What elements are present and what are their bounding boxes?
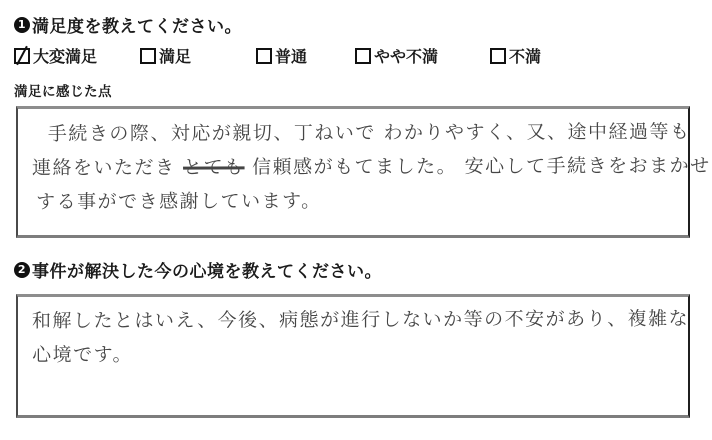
checkmark-icon	[16, 45, 28, 64]
option-label: 満足	[159, 49, 192, 66]
struck-out-word: とても	[183, 156, 245, 179]
handwritten-line: する事ができ感謝しています。	[36, 190, 322, 214]
question1-number-icon: 1	[14, 17, 30, 33]
option-satisfied[interactable]	[140, 44, 191, 67]
question2-title: 事件が解決した今の心境を教えてください。	[32, 262, 382, 281]
checkbox-dissatisfied[interactable]	[490, 48, 506, 64]
option-somewhat-dissatisfied[interactable]	[355, 44, 438, 67]
option-label: やや不満	[374, 49, 439, 66]
question1-title: 満足度を教えてください。	[32, 17, 242, 36]
option-label: 大変満足	[33, 49, 98, 66]
handwritten-line	[24, 149, 711, 185]
question1-heading	[14, 12, 242, 37]
satisfaction-options-row	[0, 44, 712, 66]
checkbox-somewhat-dissatisfied[interactable]	[355, 48, 371, 64]
handwritten-line: 心境です。	[32, 343, 134, 367]
handwritten-text: 連絡をいただき	[31, 156, 184, 180]
answer1-box[interactable]	[16, 106, 711, 238]
checkbox-very-satisfied[interactable]	[14, 48, 30, 64]
question2-heading	[14, 257, 382, 282]
option-very-satisfied[interactable]	[14, 44, 97, 67]
option-label: 不満	[509, 49, 542, 66]
option-label: 普通	[275, 49, 308, 66]
question2-number-icon: 2	[14, 262, 30, 278]
option-dissatisfied[interactable]	[490, 44, 541, 67]
answer1-label: 満足に感じた点	[14, 84, 112, 99]
handwritten-line: 和解したとはいえ、今後、病態が進行しないか等の不安があり、複雑な	[31, 307, 690, 333]
option-neutral[interactable]	[256, 44, 307, 67]
checkbox-neutral[interactable]	[256, 48, 272, 64]
checkbox-satisfied[interactable]	[140, 48, 156, 64]
handwritten-line: 手続きの際、対応が親切、丁ねいで わかりやすく、又、途中経過等も	[47, 120, 691, 146]
answer2-box[interactable]	[16, 294, 690, 418]
handwritten-text: 信頼感がもてました。 安心して手続きをおまかせ	[244, 154, 711, 179]
